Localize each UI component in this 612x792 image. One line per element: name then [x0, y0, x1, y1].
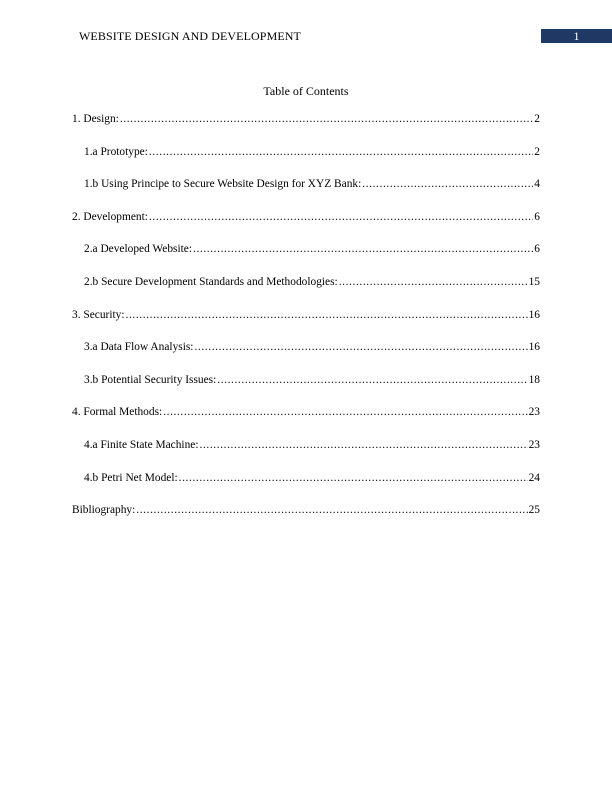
toc-entry-page: 16	[528, 341, 540, 354]
toc-entry-label: 2.b Secure Development Standards and Methodologies:	[84, 275, 338, 288]
toc-entry-development[interactable]	[72, 210, 540, 243]
toc-entry-label: 3.a Data Flow Analysis:	[84, 341, 194, 354]
toc-entry-formal-methods[interactable]	[72, 405, 540, 438]
page-number: 1	[541, 29, 612, 43]
dot-leader	[217, 373, 527, 387]
toc-entry-security[interactable]	[72, 308, 540, 341]
toc-entry-bibliography[interactable]	[72, 503, 540, 536]
toc-title: Table of Contents	[263, 84, 349, 98]
toc-entry-label: 2.a Developed Website:	[84, 243, 192, 256]
toc-entry-page: 23	[528, 406, 540, 419]
toc-entry-label: 2. Development:	[72, 210, 148, 223]
toc-entry-label: Bibliography:	[72, 504, 136, 517]
toc-entry-label: 3.b Potential Security Issues:	[84, 373, 217, 386]
toc-entry-page: 23	[528, 438, 540, 451]
dot-leader	[149, 145, 533, 159]
toc-entry-potential-security-issues[interactable]	[72, 373, 540, 406]
dot-leader	[163, 405, 527, 419]
toc-entry-developed-website[interactable]	[72, 242, 540, 275]
toc-entry-page: 2	[534, 113, 540, 125]
dot-leader	[339, 275, 528, 289]
dot-leader	[149, 210, 533, 224]
toc-entry-page: 6	[534, 210, 540, 223]
toc-entry-design[interactable]	[72, 112, 540, 145]
dot-leader	[126, 308, 528, 322]
toc-entry-prototype[interactable]	[72, 145, 540, 178]
toc-entry-page: 25	[528, 504, 540, 517]
toc-entry-page: 15	[528, 275, 540, 288]
toc-entry-page: 24	[528, 471, 540, 484]
toc-entry-label: 4.b Petri Net Model:	[84, 471, 178, 484]
toc-entry-using-principe[interactable]	[72, 177, 540, 210]
dot-leader	[179, 471, 528, 485]
toc-entry-finite-state-machine[interactable]	[72, 438, 540, 471]
toc-entry-label: 4. Formal Methods:	[72, 406, 163, 419]
dot-leader	[120, 112, 533, 126]
toc-entry-page: 16	[528, 308, 540, 321]
dot-leader	[193, 242, 533, 256]
table-of-contents	[72, 112, 540, 536]
toc-entry-page: 6	[534, 243, 540, 256]
toc-entry-secure-development[interactable]	[72, 275, 540, 308]
dot-leader	[136, 503, 527, 517]
running-head: WEBSITE DESIGN AND DEVELOPMENT	[79, 29, 301, 43]
toc-entry-label: 3. Security:	[72, 308, 125, 321]
toc-entry-page: 2	[534, 145, 540, 158]
toc-entry-label: 1.a Prototype:	[84, 145, 148, 158]
toc-entry-page: 18	[528, 373, 540, 386]
toc-entry-label: 4.a Finite State Machine:	[84, 438, 199, 451]
toc-entry-petri-net-model[interactable]	[72, 471, 540, 504]
toc-entry-page: 4	[534, 178, 540, 191]
toc-entry-data-flow-analysis[interactable]	[72, 340, 540, 373]
toc-entry-label: 1. Design:	[72, 113, 119, 125]
dot-leader	[362, 177, 533, 191]
dot-leader	[200, 438, 528, 452]
dot-leader	[194, 340, 527, 354]
toc-entry-label: 1.b Using Principe to Secure Website Design for XYZ Bank:	[84, 178, 362, 191]
